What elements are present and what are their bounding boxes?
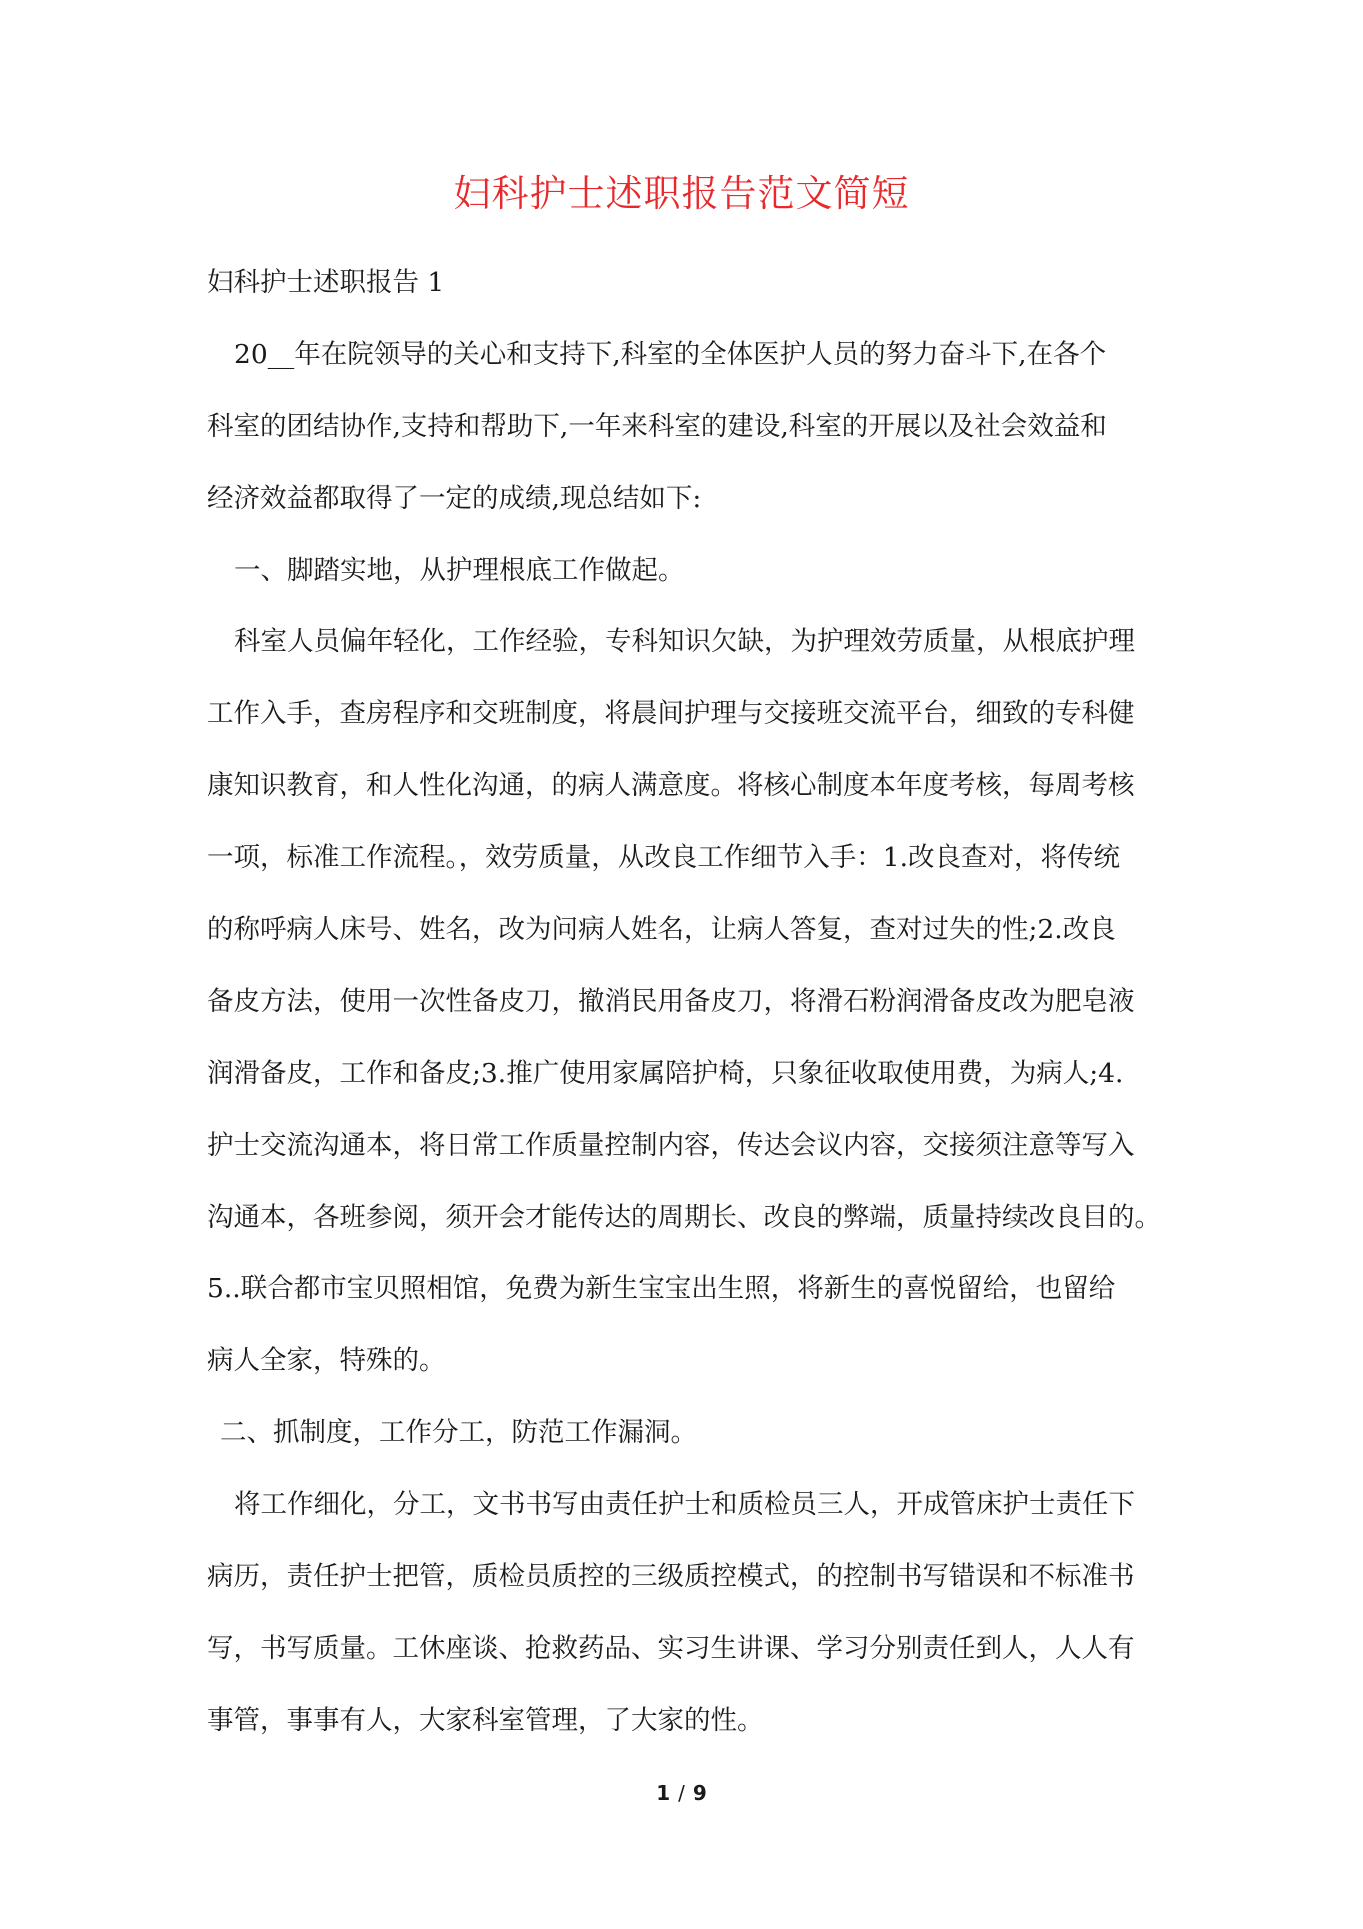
page-separator: / bbox=[678, 1781, 685, 1805]
paragraph-line: 5..联合都市宝贝照相馆，免费为新生宝宝出生照，将新生的喜悦留给，也留给 bbox=[207, 1273, 1116, 1305]
paragraph-line: 科室的团结协作,支持和帮助下,一年来科室的建设,科室的开展以及社会效益和 bbox=[207, 410, 1107, 442]
paragraph-line: 康知识教育，和人性化沟通，的病人满意度。将核心制度本年度考核，每周考核 bbox=[207, 770, 1135, 802]
paragraph-line: 护士交流沟通本，将日常工作质量控制内容，传达会议内容，交接须注意等写入 bbox=[207, 1129, 1135, 1161]
paragraph-line: 一项，标准工作流程。，效劳质量，从改良工作细节入手：1.改良查对，将传统 bbox=[207, 842, 1121, 874]
paragraph-line: 科室人员偏年轻化，工作经验，专科知识欠缺，为护理效劳质量，从根底护理 bbox=[234, 626, 1135, 658]
page-number bbox=[0, 1779, 1363, 1807]
paragraph-line: 经济效益都取得了一定的成绩,现总结如下: bbox=[207, 482, 702, 514]
document-title: 妇科护士述职报告范文简短 bbox=[453, 172, 910, 215]
paragraph-line: 病人全家，特殊的。 bbox=[207, 1345, 446, 1377]
current-page-number: 1 bbox=[656, 1781, 671, 1805]
paragraph-line: 备皮方法，使用一次性备皮刀，撤消民用备皮刀，将滑石粉润滑备皮改为肥皂液 bbox=[207, 985, 1135, 1017]
subsection-heading: 二、抓制度，工作分工，防范工作漏洞。 bbox=[220, 1417, 697, 1449]
paragraph-line: 将工作细化，分工，文书书写由责任护士和质检员三人，开成管床护士责任下 bbox=[234, 1489, 1135, 1521]
paragraph-line: 病历，责任护士把管，质检员质控的三级质控模式，的控制书写错误和不标准书 bbox=[207, 1561, 1135, 1593]
subsection-heading: 一、脚踏实地，从护理根底工作做起。 bbox=[234, 554, 685, 586]
section-heading: 妇科护士述职报告 1 bbox=[207, 267, 445, 298]
paragraph-line: 的称呼病人床号、姓名，改为问病人姓名，让病人答复，查对过失的性;2.改良 bbox=[207, 914, 1116, 946]
paragraph-line: 润滑备皮，工作和备皮;3.推广使用家属陪护椅，只象征收取使用费，为病人;4. bbox=[207, 1057, 1124, 1089]
paragraph-line: 事管，事事有人，大家科室管理，了大家的性。 bbox=[207, 1704, 764, 1736]
paragraph-line: 20__年在院领导的关心和支持下,科室的全体医护人员的努力奋斗下,在各个 bbox=[234, 338, 1107, 370]
paragraph-line: 写，书写质量。工休座谈、抢救药品、实习生讲课、学习分别责任到人，人人有 bbox=[207, 1632, 1135, 1664]
total-pages-number: 9 bbox=[692, 1781, 707, 1805]
paragraph-line: 工作入手，查房程序和交班制度，将晨间护理与交接班交流平台，细致的专科健 bbox=[207, 698, 1135, 730]
document-body bbox=[207, 258, 1177, 1768]
paragraph-line: 沟通本，各班参阅，须开会才能传达的周期长、改良的弊端，质量持续改良目的。 bbox=[207, 1201, 1161, 1233]
